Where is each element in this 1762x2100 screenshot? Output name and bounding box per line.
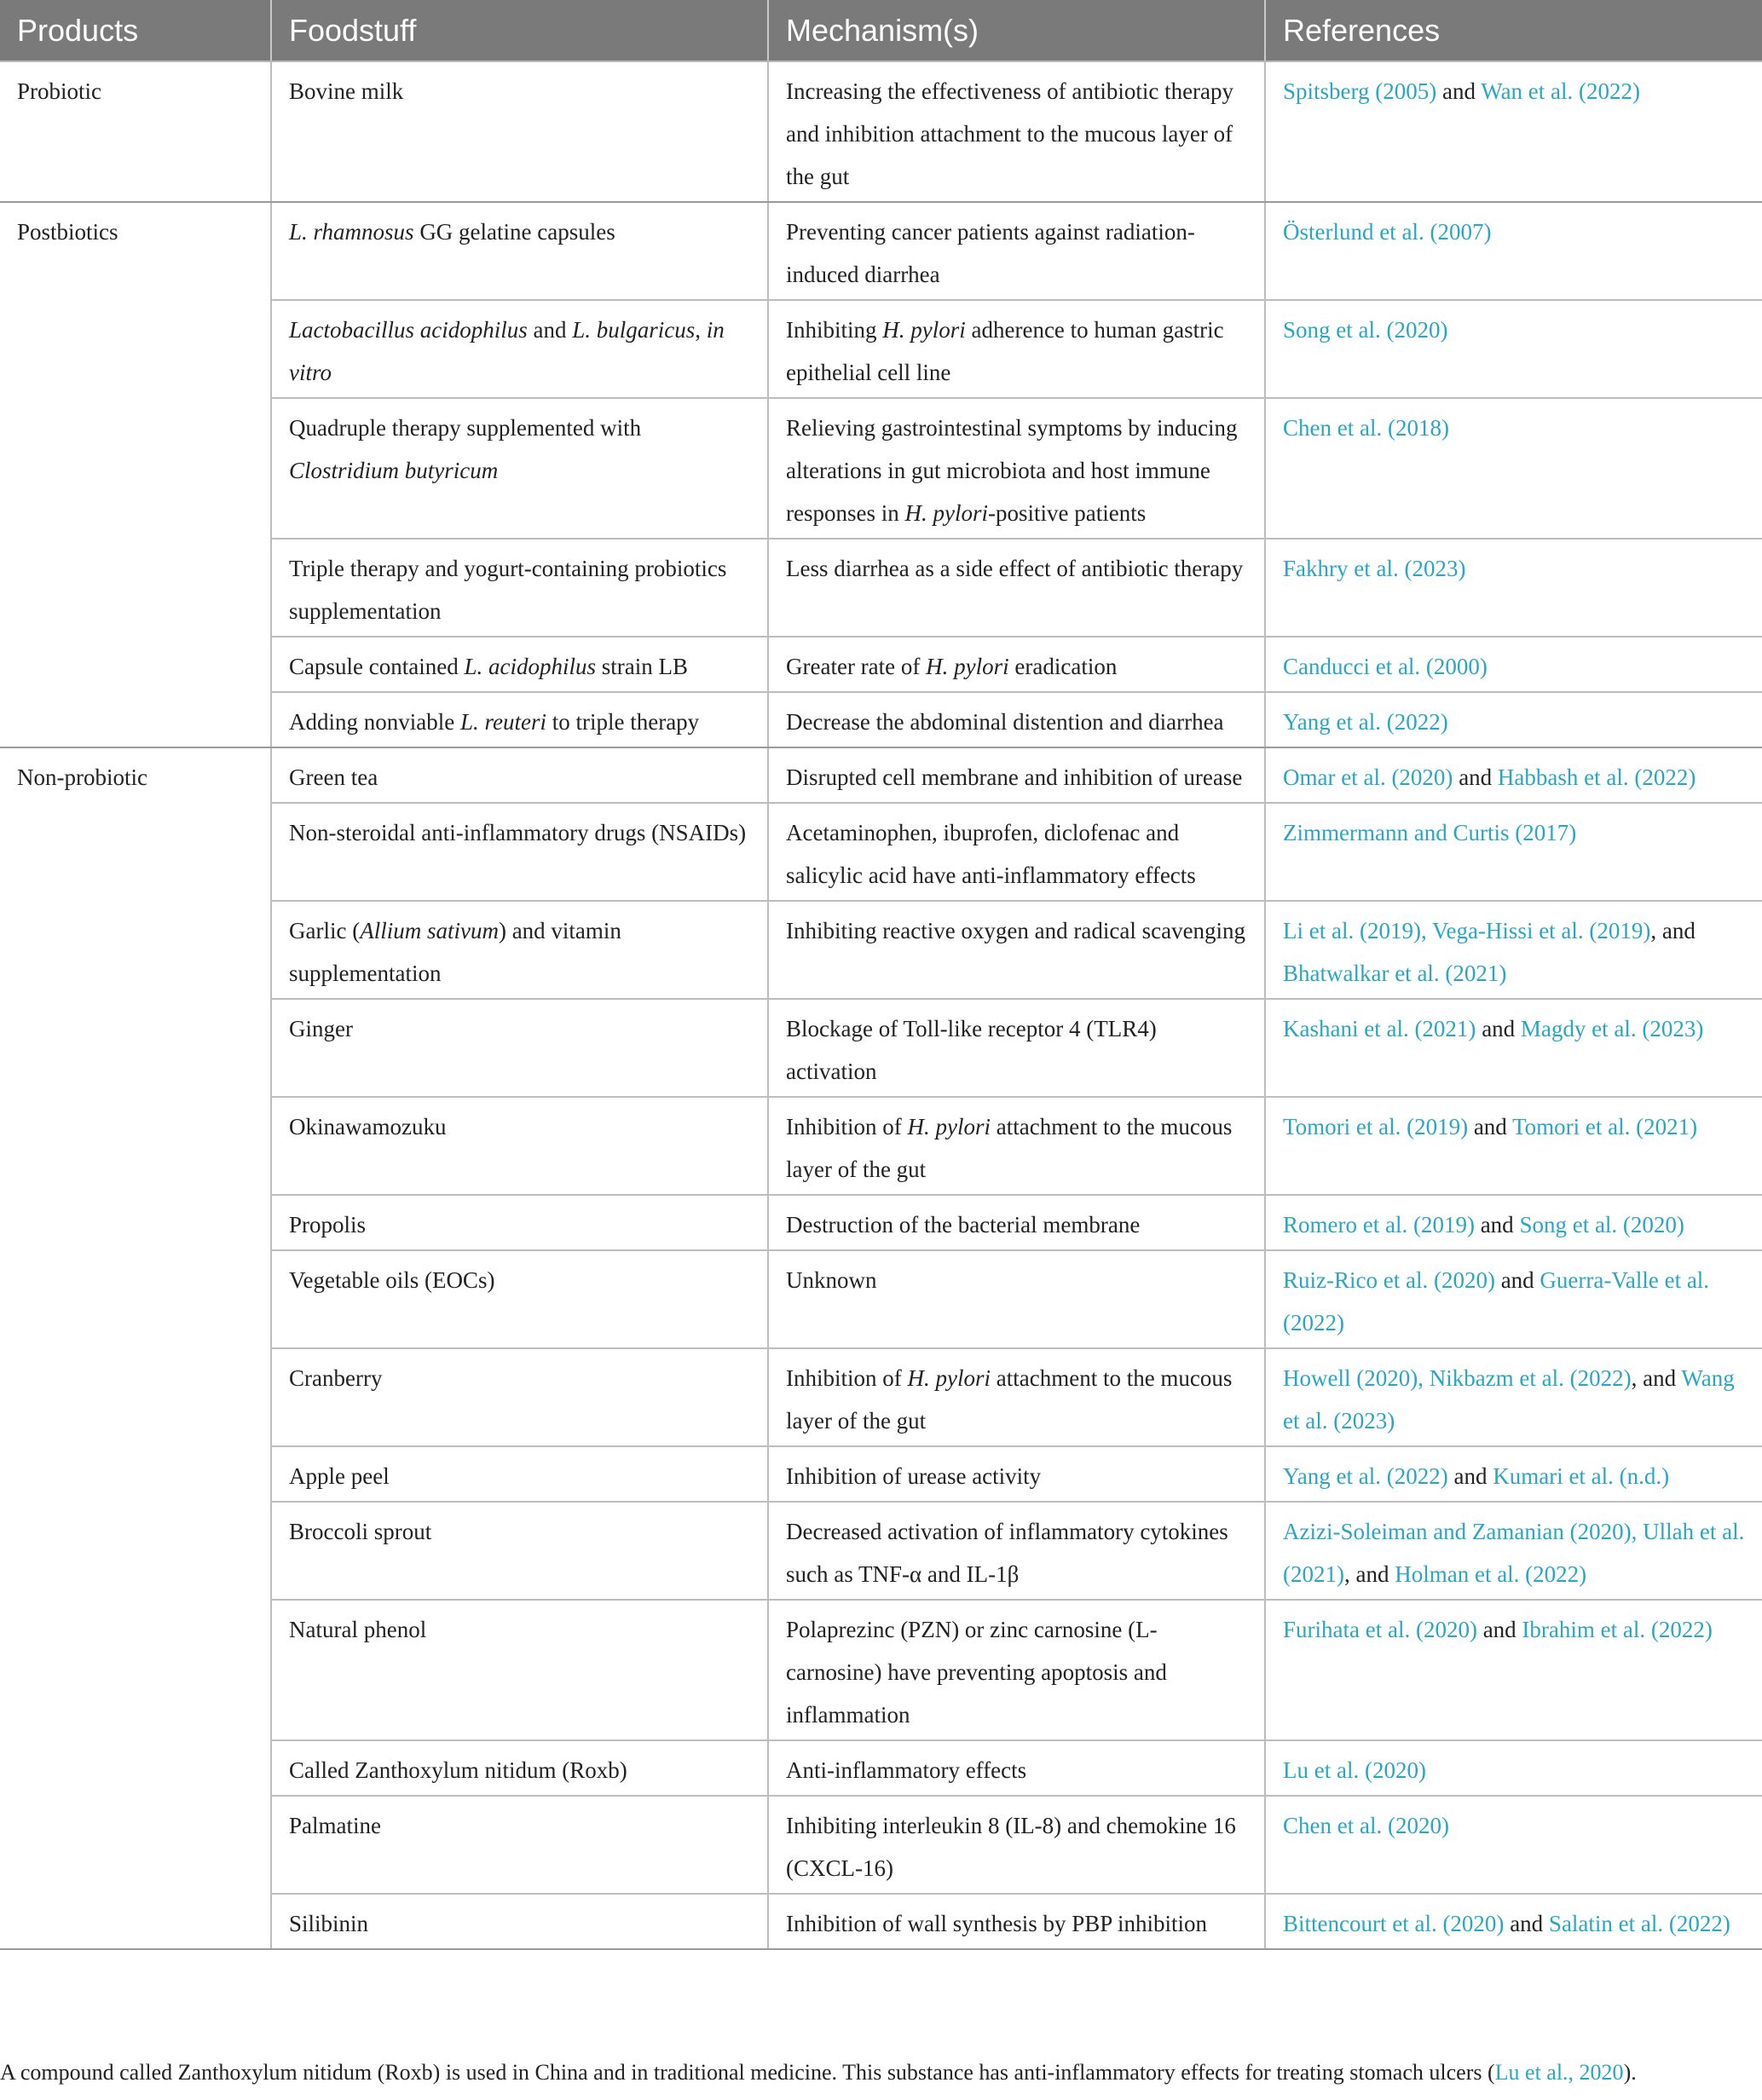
mechanism-cell [768, 1195, 1265, 1250]
reference-link[interactable]: Tomori et al. (2019) [1283, 1114, 1469, 1139]
italic-term: H. pylori [907, 1114, 991, 1139]
cell-text: Palmatine [289, 1813, 381, 1838]
cell-text: Vegetable oils (EOCs) [289, 1267, 495, 1293]
table-footnote [0, 2056, 1762, 2090]
reference-link[interactable]: Chen et al. (2020) [1283, 1813, 1449, 1838]
cell-text: Increasing the effectiveness of antibiotic therapy and inhibition attachment to the mucous layer of the gut [786, 78, 1234, 189]
header-products: Products [0, 0, 271, 61]
cell-text: and [1494, 1267, 1540, 1293]
references-cell [1265, 1894, 1762, 1949]
header-references: References [1265, 0, 1762, 61]
header-foodstuff: Foodstuff [271, 0, 768, 61]
references-cell [1265, 1250, 1762, 1348]
cell-text: Anti-inflammatory effects [786, 1757, 1027, 1783]
mechanism-cell [768, 1502, 1265, 1600]
reference-link[interactable]: Song et al. (2020) [1519, 1212, 1684, 1238]
reference-link[interactable]: Bhatwalkar et al. (2021) [1283, 961, 1507, 986]
italic-term: H. pylori [882, 317, 966, 343]
foodstuff-cell [271, 398, 768, 539]
cell-text: Acetaminophen, ibuprofen, diclofenac and salicylic acid have anti-inflammatory effects [786, 820, 1196, 888]
reference-link[interactable]: Spitsberg (2005) [1283, 78, 1437, 104]
reference-link[interactable]: Chen et al. (2018) [1283, 415, 1449, 441]
product-category-cell: Postbiotics [0, 202, 271, 747]
cell-text: and [1468, 1114, 1513, 1139]
mechanism-cell [768, 1894, 1265, 1949]
table-body [0, 61, 1762, 1949]
cell-text: Greater rate of [786, 654, 927, 679]
reference-link[interactable]: Österlund et al. (2007) [1283, 219, 1492, 245]
reference-link[interactable]: Holman et al. (2022) [1395, 1561, 1587, 1587]
cell-text: Non-steroidal anti-inflammatory drugs (NSAIDs) [289, 820, 747, 845]
reference-link[interactable]: Wan et al. (2022) [1481, 78, 1641, 104]
reference-link[interactable]: Romero et al. (2019) [1283, 1212, 1475, 1238]
reference-link[interactable]: Zimmermann and Curtis (2017) [1283, 820, 1577, 845]
foodstuff-cell [271, 901, 768, 999]
product-category-cell: Non-probiotic [0, 747, 271, 1949]
reference-link[interactable]: Habbash et al. (2022) [1497, 764, 1696, 790]
references-cell [1265, 398, 1762, 539]
cell-text: Quadruple therapy supplemented with [289, 415, 642, 441]
cell-text: and [1447, 1463, 1493, 1489]
cell-text: , and [1631, 1365, 1682, 1391]
italic-term: Allium sativum [360, 918, 499, 943]
cell-text: attachment to the mucous layer of the gut [786, 1365, 1233, 1434]
mechanism-cell [768, 202, 1265, 300]
cell-text: Broccoli sprout [289, 1519, 432, 1544]
reference-link[interactable]: Lu et al., 2020 [1494, 2060, 1624, 2085]
mechanism-cell [768, 300, 1265, 398]
cell-text: Inhibition of urease activity [786, 1463, 1042, 1489]
references-cell [1265, 692, 1762, 747]
reference-link[interactable]: Guerra-Valle et al. (2022) [1283, 1267, 1710, 1336]
cell-text: Polaprezinc (PZN) or zinc carnosine (L-carnosine) have preventing apoptosis and inflammation [786, 1617, 1167, 1728]
mechanism-cell [768, 901, 1265, 999]
references-cell [1265, 637, 1762, 692]
cell-text: Inhibiting interleukin 8 (IL-8) and chemokine 16 (CXCL-16) [786, 1813, 1236, 1881]
references-cell [1265, 1600, 1762, 1740]
cell-text: Disrupted cell membrane and inhibition of urease [786, 764, 1243, 790]
cell-text: ). [1623, 2060, 1637, 2085]
table-row [0, 202, 1762, 300]
references-cell [1265, 1502, 1762, 1600]
mechanism-cell [768, 1796, 1265, 1894]
italic-term: L. rhamnosus [289, 219, 414, 245]
reference-link[interactable]: Ibrahim et al. (2022) [1522, 1617, 1713, 1642]
foodstuff-cell [271, 747, 768, 803]
references-cell [1265, 901, 1762, 999]
foodstuff-cell [271, 1894, 768, 1949]
italic-term: L. acidophilus [464, 654, 596, 679]
foodstuff-cell [271, 692, 768, 747]
mechanism-cell [768, 637, 1265, 692]
mechanism-cell [768, 1446, 1265, 1502]
reference-link[interactable]: Azizi-Soleiman and Zamanian (2020), Ullah et al. (2021) [1283, 1519, 1745, 1587]
header-row [0, 0, 1762, 61]
references-cell [1265, 747, 1762, 803]
cell-text: Green tea [289, 764, 378, 790]
italic-term: H. pylori [907, 1365, 991, 1391]
reference-link[interactable]: Fakhry et al. (2023) [1283, 556, 1466, 581]
cell-text: and [1476, 1617, 1522, 1642]
mechanism-cell [768, 999, 1265, 1097]
cell-text: Inhibition of [786, 1114, 908, 1139]
cell-text: , [695, 317, 707, 343]
mechanism-cell [768, 747, 1265, 803]
reference-link[interactable]: Li et al. (2019), Vega-Hissi et al. (2019) [1283, 918, 1651, 943]
cell-text: Apple peel [289, 1463, 390, 1489]
reference-link[interactable]: Wang et al. (2023) [1283, 1365, 1735, 1434]
product-category-cell: Probiotic [0, 61, 271, 202]
foodstuff-cell [271, 1600, 768, 1740]
foodstuff-cell [271, 999, 768, 1097]
cell-text: and [1504, 1911, 1549, 1936]
foodstuff-cell [271, 61, 768, 202]
cell-text: -positive patients [987, 500, 1147, 526]
reference-link[interactable]: Tomori et al. (2021) [1512, 1114, 1698, 1139]
reference-link[interactable]: Lu et al. (2020) [1283, 1757, 1426, 1783]
mechanism-cell [768, 1097, 1265, 1195]
foodstuff-cell [271, 1348, 768, 1446]
cell-text: Called Zanthoxylum nitidum (Roxb) [289, 1757, 627, 1783]
foodstuff-cell [271, 803, 768, 901]
cell-text: GG gelatine capsules [413, 219, 615, 245]
cell-text: Less diarrhea as a side effect of antibiotic therapy [786, 556, 1244, 581]
reference-link[interactable]: Canducci et al. (2000) [1283, 654, 1488, 679]
cell-text: and [1453, 764, 1498, 790]
references-cell [1265, 1097, 1762, 1195]
italic-term: L. bulgaricus [572, 317, 696, 343]
mechanism-cell [768, 398, 1265, 539]
cell-text: Blockage of Toll-like receptor 4 (TLR4) activation [786, 1016, 1157, 1084]
references-cell [1265, 1446, 1762, 1502]
reference-link[interactable]: Omar et al. (2020) [1283, 764, 1453, 790]
mechanism-cell [768, 1348, 1265, 1446]
mechanism-cell [768, 61, 1265, 202]
reference-link[interactable]: Yang et al. (2022) [1283, 709, 1448, 735]
foodstuff-cell [271, 1502, 768, 1600]
foodstuff-cell [271, 539, 768, 637]
cell-text: Decreased activation of inflammatory cytokines such as TNF-α and IL-1β [786, 1519, 1228, 1587]
foodstuff-cell [271, 1796, 768, 1894]
cell-text: Ginger [289, 1016, 353, 1041]
cell-text: attachment to the mucous layer of the gut [786, 1114, 1233, 1182]
cell-text: Bovine milk [289, 78, 404, 104]
cell-text: Inhibition of wall synthesis by PBP inhibition [786, 1911, 1208, 1936]
references-cell [1265, 300, 1762, 398]
cell-text: Inhibiting [786, 317, 883, 343]
reference-link[interactable]: Kumari et al. (n.d.) [1493, 1463, 1670, 1489]
reference-link[interactable]: Howell (2020), Nikbazm et al. (2022) [1283, 1365, 1632, 1391]
reference-link[interactable]: Bittencourt et al. (2020) [1283, 1911, 1505, 1936]
mechanism-cell [768, 1740, 1265, 1796]
italic-term: Lactobacillus acidophilus [289, 317, 528, 343]
references-cell [1265, 61, 1762, 202]
cell-text: Okinawamozuku [289, 1114, 447, 1139]
references-cell [1265, 202, 1762, 300]
table-row [0, 61, 1762, 202]
foodstuff-cell [271, 1097, 768, 1195]
foodstuff-cell [271, 1740, 768, 1796]
cell-text: Inhibiting reactive oxygen and radical scavenging [786, 918, 1246, 943]
cell-text: Destruction of the bacterial membrane [786, 1212, 1141, 1238]
references-cell [1265, 539, 1762, 637]
reference-link[interactable]: Song et al. (2020) [1283, 317, 1448, 343]
cell-text: Inhibition of [786, 1365, 908, 1391]
table-row [0, 747, 1762, 803]
cell-text: to triple therapy [546, 709, 700, 735]
foodstuff-cell [271, 1250, 768, 1348]
italic-term: L. reuteri [459, 709, 546, 735]
foodstuff-cell [271, 1446, 768, 1502]
foodstuff-cell [271, 637, 768, 692]
cell-text: Garlic ( [289, 918, 361, 943]
mechanism-cell [768, 803, 1265, 901]
foodstuff-cell [271, 1195, 768, 1250]
foodstuff-cell [271, 202, 768, 300]
italic-term: Clostridium butyricum [289, 458, 499, 483]
cell-text: Adding nonviable [289, 709, 460, 735]
foodstuff-cell [271, 300, 768, 398]
cell-text: Natural phenol [289, 1617, 427, 1642]
cell-text: and [1474, 1212, 1520, 1238]
reference-link[interactable]: Yang et al. (2022) [1283, 1463, 1448, 1489]
italic-term: H. pylori [926, 654, 1009, 679]
reference-link[interactable]: Salatin et al. (2022) [1548, 1911, 1730, 1936]
cell-text: strain LB [595, 654, 688, 679]
cell-text: eradication [1008, 654, 1118, 679]
cell-text: A compound called Zanthoxylum nitidum (Roxb) is used in China and in traditional medicine. This substance has anti-inflammatory effects for treating stomach ulcers ( [0, 2060, 1495, 2085]
references-cell [1265, 803, 1762, 901]
cell-text: , and [1343, 1561, 1395, 1587]
mechanism-cell [768, 692, 1265, 747]
references-cell [1265, 1348, 1762, 1446]
mechanism-cell [768, 1250, 1265, 1348]
cell-text: Cranberry [289, 1365, 383, 1391]
italic-term: H. pylori [904, 500, 988, 526]
cell-text: and [527, 317, 573, 343]
cell-text: Unknown [786, 1267, 877, 1293]
cell-text: and [1436, 78, 1482, 104]
cell-text: , and [1650, 918, 1696, 943]
cell-text: adherence to human gastric epithelial cell line [786, 317, 1224, 385]
cell-text: Triple therapy and yogurt-containing probiotics supplementation [289, 556, 727, 624]
header-mechanisms: Mechanism(s) [768, 0, 1265, 61]
references-cell [1265, 1740, 1762, 1796]
references-cell [1265, 1796, 1762, 1894]
mechanism-cell [768, 1600, 1265, 1740]
reference-link[interactable]: Ruiz-Rico et al. (2020) [1283, 1267, 1495, 1293]
cell-text: Capsule contained [289, 654, 465, 679]
reference-link[interactable]: Kashani et al. (2021) [1283, 1016, 1476, 1041]
italic-term: in vitro [289, 317, 725, 385]
cell-text: Silibinin [289, 1911, 369, 1936]
mechanism-cell [768, 539, 1265, 637]
references-cell [1265, 1195, 1762, 1250]
cell-text: ) and vitamin supplementation [289, 918, 621, 986]
cell-text: Propolis [289, 1212, 367, 1238]
cell-text: Relieving gastrointestinal symptoms by inducing alterations in gut microbiota and host immune responses in [786, 415, 1238, 526]
cell-text: Preventing cancer patients against radiation-induced diarrhea [786, 219, 1195, 287]
reference-link[interactable]: Magdy et al. (2023) [1520, 1016, 1704, 1041]
reference-link[interactable]: Furihata et al. (2020) [1283, 1617, 1477, 1642]
cell-text: Decrease the abdominal distention and diarrhea [786, 709, 1224, 735]
cell-text: and [1476, 1016, 1521, 1041]
references-cell [1265, 999, 1762, 1097]
